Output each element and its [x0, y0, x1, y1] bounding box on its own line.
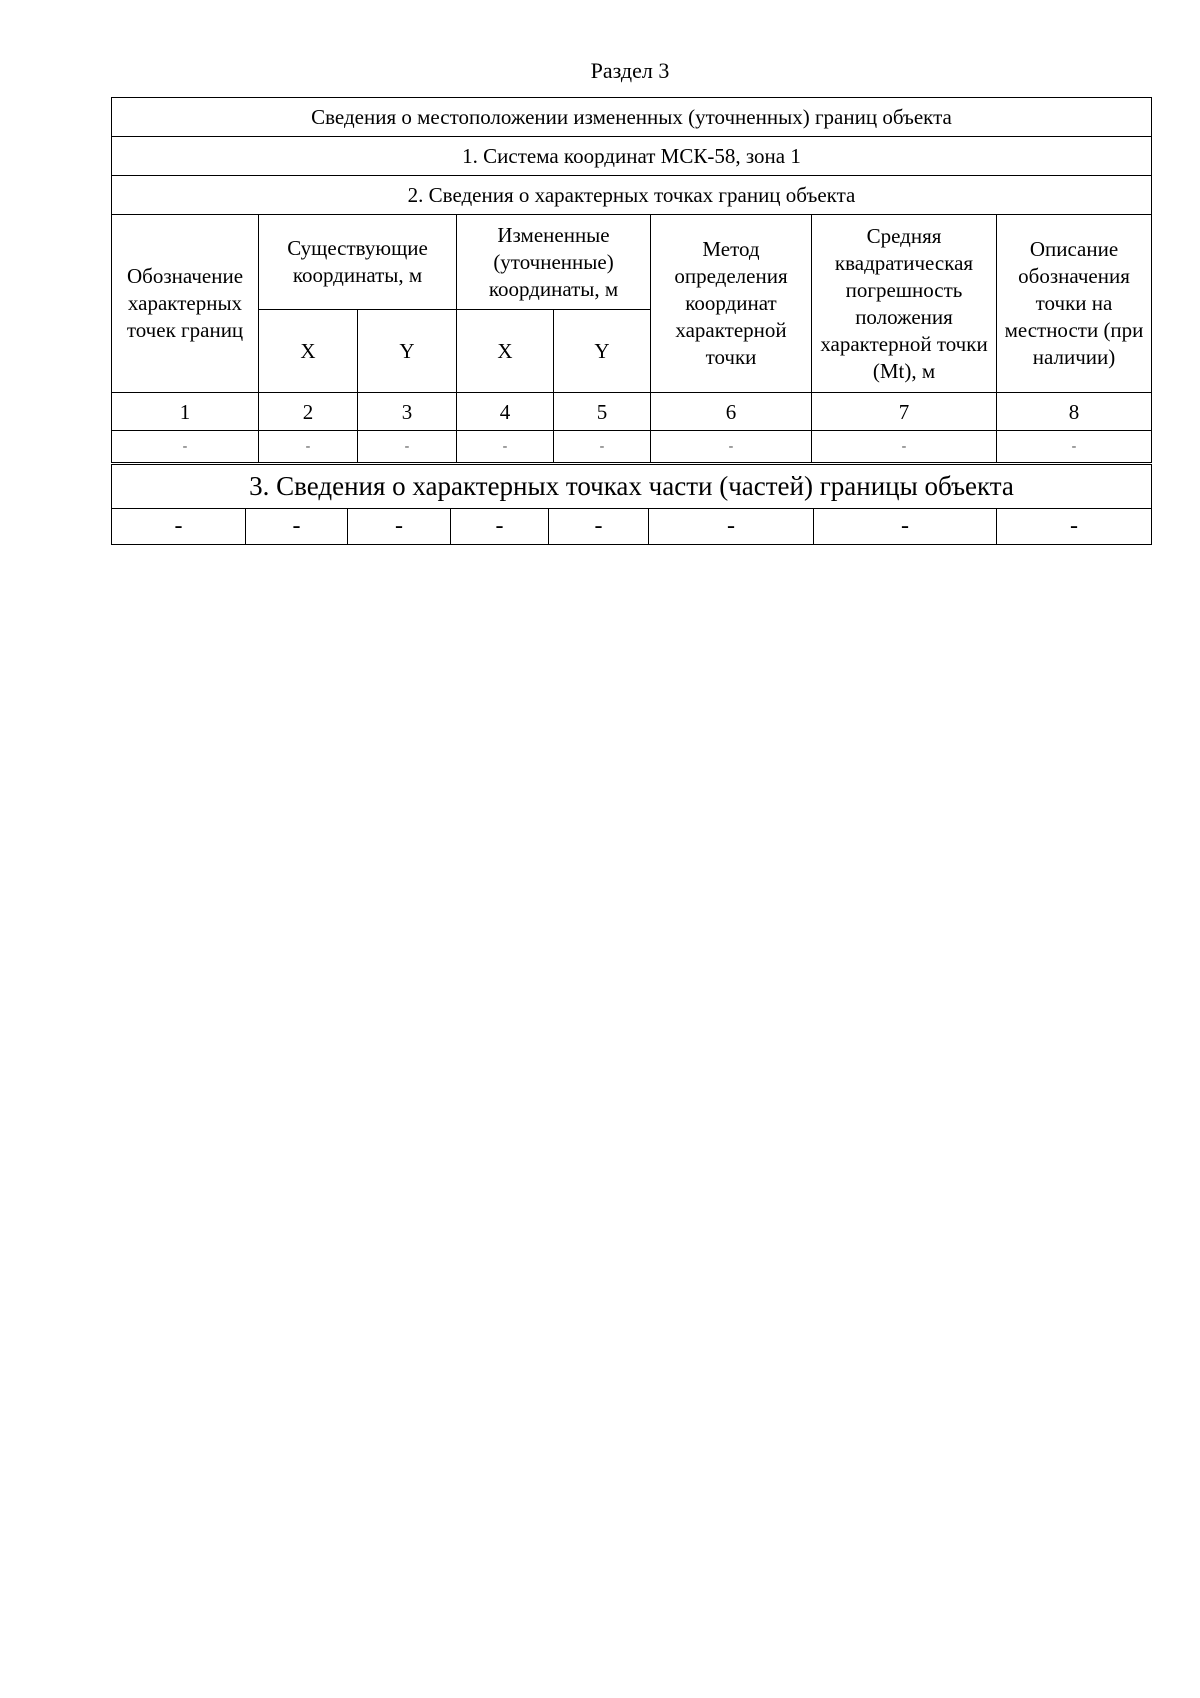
table-cell: -	[649, 509, 814, 545]
points-heading-row: 2. Сведения о характерных точках границ объекта	[112, 176, 1152, 215]
table-cell: -	[997, 509, 1152, 545]
table-cell: -	[348, 509, 451, 545]
header-designation: Обозначение характерных точек границ	[112, 215, 259, 393]
table-cell: -	[997, 431, 1152, 463]
table-cell: -	[259, 431, 358, 463]
section-title: Раздел 3	[590, 58, 670, 83]
table-cell: -	[358, 431, 457, 463]
column-number: 5	[554, 393, 651, 431]
table-cell: -	[246, 509, 348, 545]
column-number: 2	[259, 393, 358, 431]
table-title: Сведения о местоположении измененных (уточненных) границ объекта	[112, 98, 1152, 137]
header-x-existing: X	[259, 310, 358, 393]
column-number: 6	[651, 393, 812, 431]
table-cell: -	[554, 431, 651, 463]
table-cell: -	[549, 509, 649, 545]
column-number: 4	[457, 393, 554, 431]
header-method: Метод определения координат характерной точки	[651, 215, 812, 393]
table-cell: -	[457, 431, 554, 463]
table-cell: -	[651, 431, 812, 463]
column-number: 1	[112, 393, 259, 431]
boundary-points-table	[111, 97, 1152, 463]
table-cell: -	[112, 509, 246, 545]
column-numbers-row	[112, 393, 1152, 431]
column-number: 7	[812, 393, 997, 431]
table-cell: -	[812, 431, 997, 463]
header-existing-coords: Существующие координаты, м	[259, 215, 457, 310]
table-cell: -	[112, 431, 259, 463]
header-y-existing: Y	[358, 310, 457, 393]
header-description: Описание обозначения точки на местности (при наличии)	[997, 215, 1152, 393]
header-changed-coords: Измененные (уточненные) координаты, м	[457, 215, 651, 310]
header-y-changed: Y	[554, 310, 651, 393]
parts-heading: 3. Сведения о характерных точках части (частей) границы объекта	[112, 465, 1152, 509]
table-row	[112, 431, 1152, 463]
parts-points-table	[111, 464, 1152, 545]
table-row	[112, 509, 1152, 545]
header-x-changed: X	[457, 310, 554, 393]
column-number: 8	[997, 393, 1152, 431]
table-cell: -	[814, 509, 997, 545]
header-error: Средняя квадратическая погрешность положения характерной точки (Mt), м	[812, 215, 997, 393]
table-cell: -	[451, 509, 549, 545]
coord-system-row: 1. Система координат МСК-58, зона 1	[112, 137, 1152, 176]
column-number: 3	[358, 393, 457, 431]
